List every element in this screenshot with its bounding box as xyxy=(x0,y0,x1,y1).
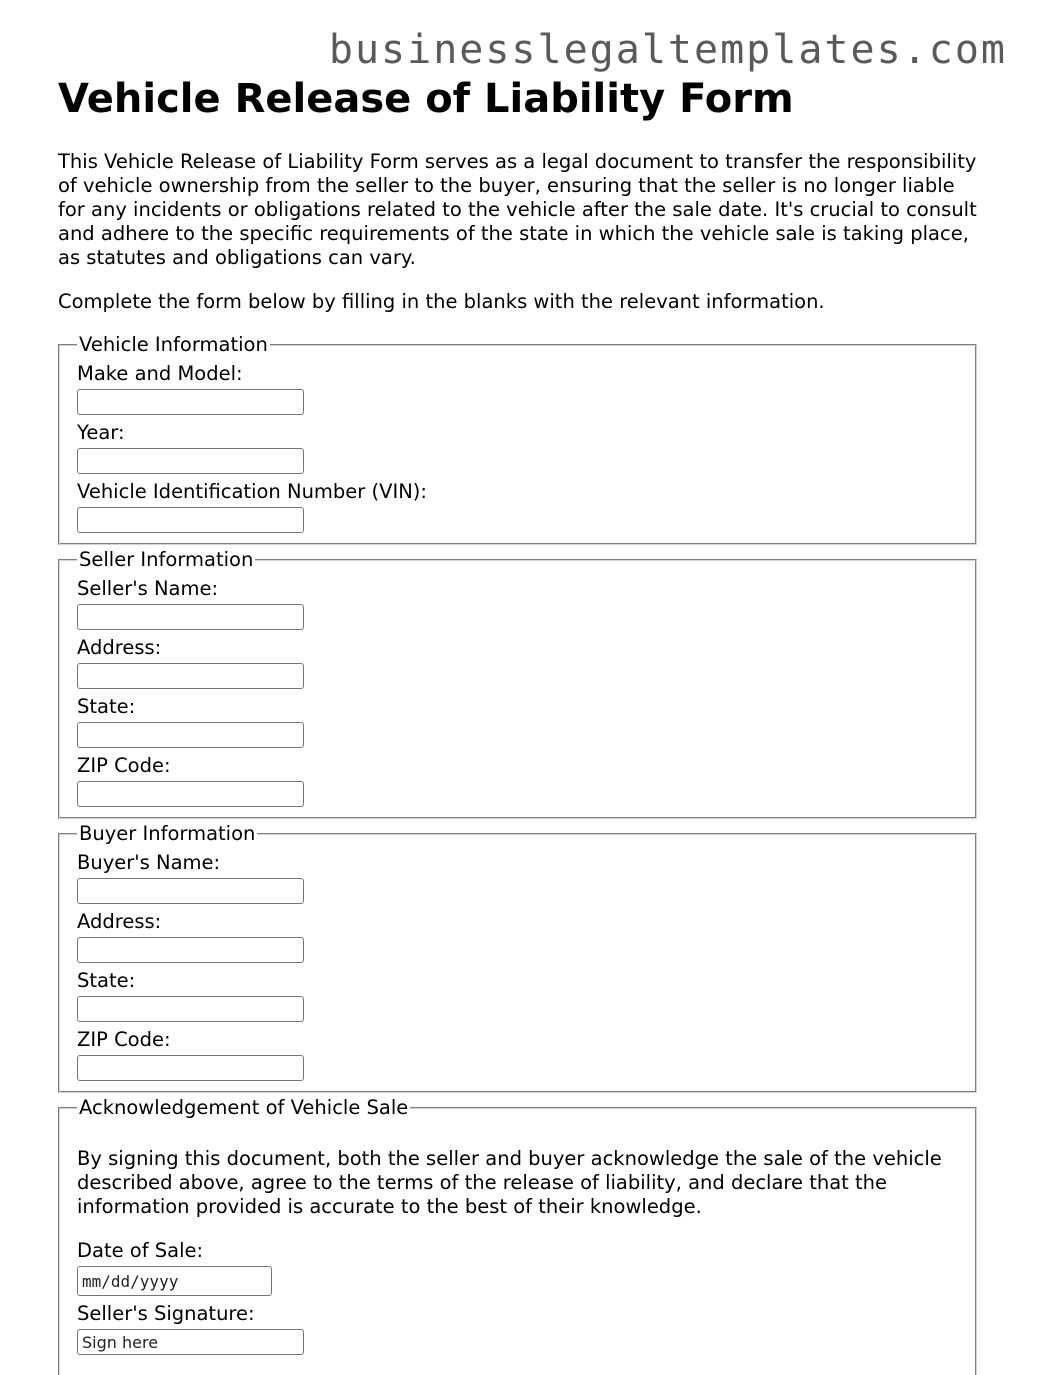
seller-name-label: Seller's Name: xyxy=(77,577,219,600)
acknowledgement-legend: Acknowledgement of Vehicle Sale xyxy=(79,1096,409,1119)
year-label: Year: xyxy=(77,421,125,444)
make-model-input[interactable] xyxy=(77,389,304,415)
seller-information-legend: Seller Information xyxy=(79,548,254,571)
vin-label: Vehicle Identification Number (VIN): xyxy=(77,480,427,503)
buyer-state-label: State: xyxy=(77,969,136,992)
buyer-information-section xyxy=(58,823,977,1093)
buyer-name-label: Buyer's Name: xyxy=(77,851,221,874)
site-watermark: businesslegaltemplates.com xyxy=(328,27,1007,73)
buyer-address-label: Address: xyxy=(77,910,162,933)
vin-input[interactable] xyxy=(77,507,304,533)
acknowledgement-section xyxy=(58,1097,977,1375)
buyer-zip-input[interactable] xyxy=(77,1055,304,1081)
make-model-label: Make and Model: xyxy=(77,362,243,385)
seller-zip-label: ZIP Code: xyxy=(77,754,171,777)
form-page xyxy=(58,76,980,1375)
seller-name-input[interactable] xyxy=(77,604,304,630)
intro-paragraph: This Vehicle Release of Liability Form serves as a legal document to transfer the responsibility of vehicle ownership from the seller to the buyer, ensuring that the seller is no longer liable for any incidents or obligations related to the vehicle after the sale date. It's crucial to consult and adhere to the specific requirements of the state in which the vehicle sale is taking place, as statutes and obligations can vary. xyxy=(58,150,977,269)
seller-state-label: State: xyxy=(77,695,136,718)
date-of-sale-input[interactable] xyxy=(77,1266,272,1296)
seller-signature-input[interactable] xyxy=(77,1329,304,1355)
instruction-text: Complete the form below by filling in the blanks with the relevant information. xyxy=(58,290,825,313)
seller-address-label: Address: xyxy=(77,636,162,659)
vehicle-information-legend: Vehicle Information xyxy=(79,333,268,356)
date-of-sale-label: Date of Sale: xyxy=(77,1239,204,1262)
acknowledgement-text: By signing this document, both the seller and buyer acknowledge the sale of the vehicle described above, agree to the terms of the release of liability, and declare that the information provided is accurate to the best of their knowledge. xyxy=(77,1147,942,1218)
vehicle-information-section xyxy=(58,334,977,545)
buyer-information-legend: Buyer Information xyxy=(79,822,256,845)
seller-information-section xyxy=(58,549,977,819)
seller-signature-label: Seller's Signature: xyxy=(77,1302,255,1325)
buyer-state-input[interactable] xyxy=(77,996,304,1022)
seller-address-input[interactable] xyxy=(77,663,304,689)
buyer-address-input[interactable] xyxy=(77,937,304,963)
page-title: Vehicle Release of Liability Form xyxy=(58,76,794,122)
year-input[interactable] xyxy=(77,448,304,474)
seller-zip-input[interactable] xyxy=(77,781,304,807)
buyer-zip-label: ZIP Code: xyxy=(77,1028,171,1051)
buyer-name-input[interactable] xyxy=(77,878,304,904)
seller-state-input[interactable] xyxy=(77,722,304,748)
